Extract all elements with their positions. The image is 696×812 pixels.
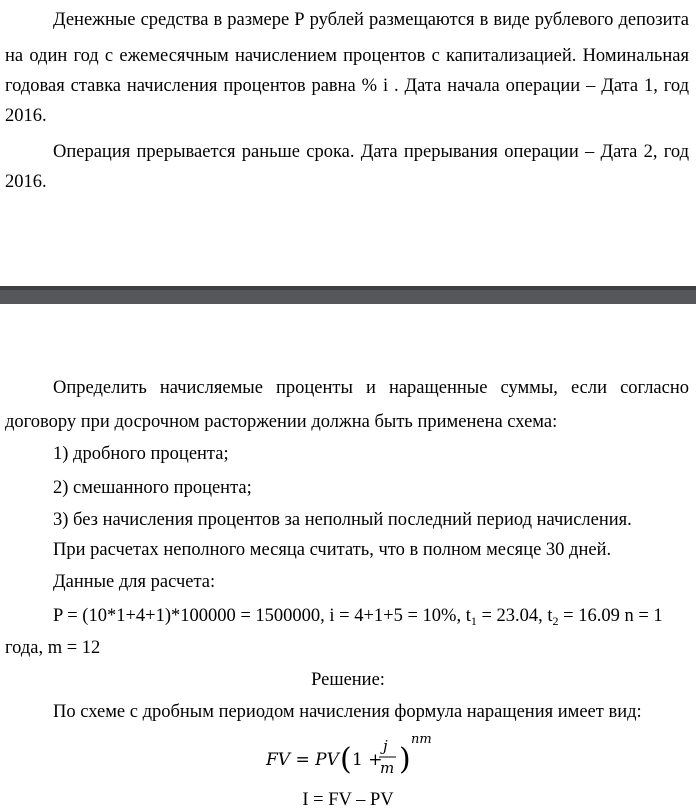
paragraph-1-line-2: на один год с ежемесячным начислением процентов с капитализацией. Номинальная <box>5 46 689 66</box>
data-line-1 <box>53 604 689 633</box>
task-line-2: договору при досрочном расторжении должна быть применена схема: <box>5 412 558 432</box>
scheme-item-2: 2) смешанного процента; <box>53 478 252 498</box>
t2-subscript: 2 <box>552 614 559 628</box>
task-line-1: Определить начисляемые проценты и наращенные суммы, если согласно <box>53 378 689 398</box>
paragraph-2-line-1: Операция прерывается раньше срока. Дата прерывания операции – Дата 2, год <box>53 142 689 162</box>
scheme-formula-intro: По схеме с дробным периодом начисления формула наращения имеет вид: <box>53 702 642 722</box>
page-separator <box>0 286 696 304</box>
data-label: Данные для расчета: <box>53 572 216 592</box>
formula-right-paren: ) <box>399 742 411 777</box>
formula-denominator: m <box>380 759 395 777</box>
formula-left-paren: ( <box>340 742 352 777</box>
paragraph-1-line-4: 2016. <box>5 106 47 126</box>
data-line-1-part-c: = 16.09 n = 1 <box>558 606 663 626</box>
page-1 <box>0 0 696 286</box>
paragraph-1-line-3: годовая ставка начисления процентов равна % i . Дата начала операции – Дата 1, год <box>5 76 689 96</box>
data-line-1-part-a: P = (10*1+4+1)*100000 = 1500000, i = 4+1+5 = 10%, t <box>53 606 471 626</box>
interest-formula: I = FV – PV <box>302 790 394 810</box>
formula-one-plus: 1 + <box>352 750 383 770</box>
scheme-item-1: 1) дробного процента; <box>53 444 229 464</box>
formula-exponent: nm <box>411 732 432 747</box>
formula-svg <box>260 732 460 782</box>
formula-numerator: j <box>383 737 388 755</box>
scheme-item-3: 3) без начисления процентов за неполный последний период начисления. <box>53 510 632 530</box>
data-line-2: года, m = 12 <box>5 638 101 658</box>
compound-interest-formula <box>260 732 460 782</box>
solution-heading: Решение: <box>311 670 385 690</box>
data-line-1-part-b: = 23.04, t <box>476 606 553 626</box>
paragraph-2-line-2: 2016. <box>5 172 47 192</box>
page-2 <box>0 304 696 811</box>
paragraph-1-line-1: Денежные средства в размере Р рублей размещаются в виде рублевого депозита <box>53 10 689 30</box>
month-note: При расчетах неполного месяца считать, что в полном месяце 30 дней. <box>53 540 612 560</box>
formula-lhs: FV = PV <box>266 750 339 770</box>
t1-subscript: 1 <box>470 614 477 628</box>
